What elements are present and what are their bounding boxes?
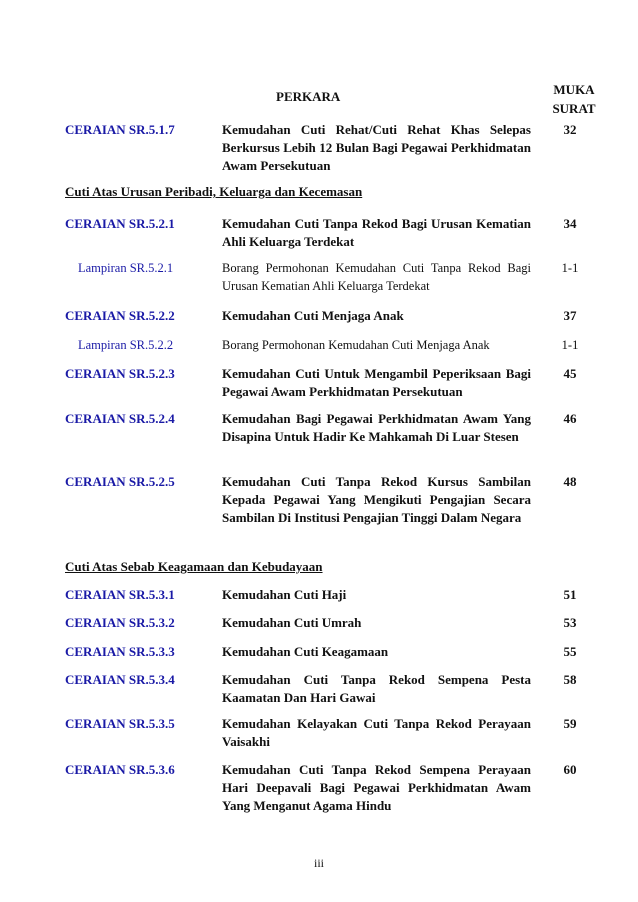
entry-page-number: 60 [563, 762, 577, 777]
entry-description: Kemudahan Kelayakan Cuti Tanpa Rekod Perayaan Vaisakhi [222, 716, 531, 749]
entry-page-number: 45 [563, 366, 577, 381]
entry-code[interactable]: CERAIAN SR.5.3.2 [65, 615, 175, 630]
entry-page-number: 53 [563, 615, 577, 630]
entry-page-number: 59 [563, 716, 577, 731]
entry-description: Borang Permohonan Kemudahan Cuti Tanpa Rekod Bagi Urusan Kematian Ahli Keluarga Terdekat [222, 261, 531, 293]
entry-code[interactable]: CERAIAN SR.5.3.1 [65, 587, 175, 602]
entry-page-number: 1-1 [561, 338, 579, 352]
entry-description: Kemudahan Cuti Keagamaan [222, 644, 389, 659]
entry-code[interactable]: CERAIAN SR.5.3.6 [65, 762, 175, 777]
page-number-footer: iii [313, 856, 324, 870]
entry-description: Kemudahan Bagi Pegawai Perkhidmatan Awam Yang Disapina Untuk Hadir Ke Mahkamah Di Luar Stesen [222, 411, 531, 444]
entry-page-number: 46 [563, 411, 577, 426]
entry-page-number: 32 [563, 122, 577, 137]
entry-description: Kemudahan Cuti Tanpa Rekod Sempena Perayaan Hari Deepavali Bagi Pegawai Perkhidmatan Awam Yang Menganut Agama Hindu [222, 762, 531, 813]
entry-code[interactable]: CERAIAN SR.5.2.5 [65, 474, 175, 489]
entry-code[interactable]: CERAIAN SR.5.2.1 [65, 216, 175, 231]
entry-code[interactable]: Lampiran SR.5.2.2 [78, 338, 174, 352]
section-heading: Cuti Atas Urusan Peribadi, Keluarga dan Kecemasan [65, 184, 363, 199]
entry-code[interactable]: CERAIAN SR.5.2.4 [65, 411, 175, 426]
section-heading: Cuti Atas Sebab Keagamaan dan Kebudayaan [65, 559, 323, 574]
entry-code[interactable]: CERAIAN SR.5.3.3 [65, 644, 175, 659]
surat-label: SURAT [552, 101, 596, 116]
entry-page-number: 55 [563, 644, 577, 659]
column-header-muka-surat [548, 80, 600, 118]
entry-description: Kemudahan Cuti Tanpa Rekod Bagi Urusan Kematian Ahli Keluarga Terdekat [222, 216, 531, 249]
entry-page-number: 48 [563, 474, 577, 489]
entry-page-number: 51 [563, 587, 577, 602]
entry-description: Kemudahan Cuti Rehat/Cuti Rehat Khas Selepas Berkursus Lebih 12 Bulan Bagi Pegawai Perkhidmatan Awam Persekutuan [222, 122, 531, 173]
entry-code[interactable]: CERAIAN SR.5.1.7 [65, 122, 175, 137]
entry-code[interactable]: CERAIAN SR.5.3.5 [65, 716, 175, 731]
entry-description: Kemudahan Cuti Tanpa Rekod Kursus Sambilan Kepada Pegawai Yang Mengikuti Pengajian Secara Sambilan Di Institusi Pengajian Tinggi Dalam Negara [222, 474, 531, 525]
entry-description: Kemudahan Cuti Tanpa Rekod Sempena Pesta Kaamatan Dan Hari Gawai [222, 672, 531, 705]
entry-description: Kemudahan Cuti Menjaga Anak [222, 308, 404, 323]
entry-page-number: 58 [563, 672, 577, 687]
entry-page-number: 1-1 [561, 261, 579, 275]
entry-code[interactable]: CERAIAN SR.5.2.2 [65, 308, 175, 323]
entry-code[interactable]: CERAIAN SR.5.3.4 [65, 672, 175, 687]
entry-code[interactable]: Lampiran SR.5.2.1 [78, 261, 174, 275]
entry-description: Kemudahan Cuti Umrah [222, 615, 362, 630]
entry-page-number: 37 [563, 308, 577, 323]
entry-code[interactable]: CERAIAN SR.5.2.3 [65, 366, 175, 381]
entry-page-number: 34 [563, 216, 577, 231]
entry-description: Kemudahan Cuti Untuk Mengambil Peperiksaan Bagi Pegawai Awam Perkhidmatan Persekutuan [222, 366, 531, 399]
column-header-perkara: PERKARA [276, 89, 341, 104]
muka-label: MUKA [553, 82, 595, 97]
entry-description: Borang Permohonan Kemudahan Cuti Menjaga Anak [222, 338, 490, 352]
entry-description: Kemudahan Cuti Haji [222, 587, 347, 602]
